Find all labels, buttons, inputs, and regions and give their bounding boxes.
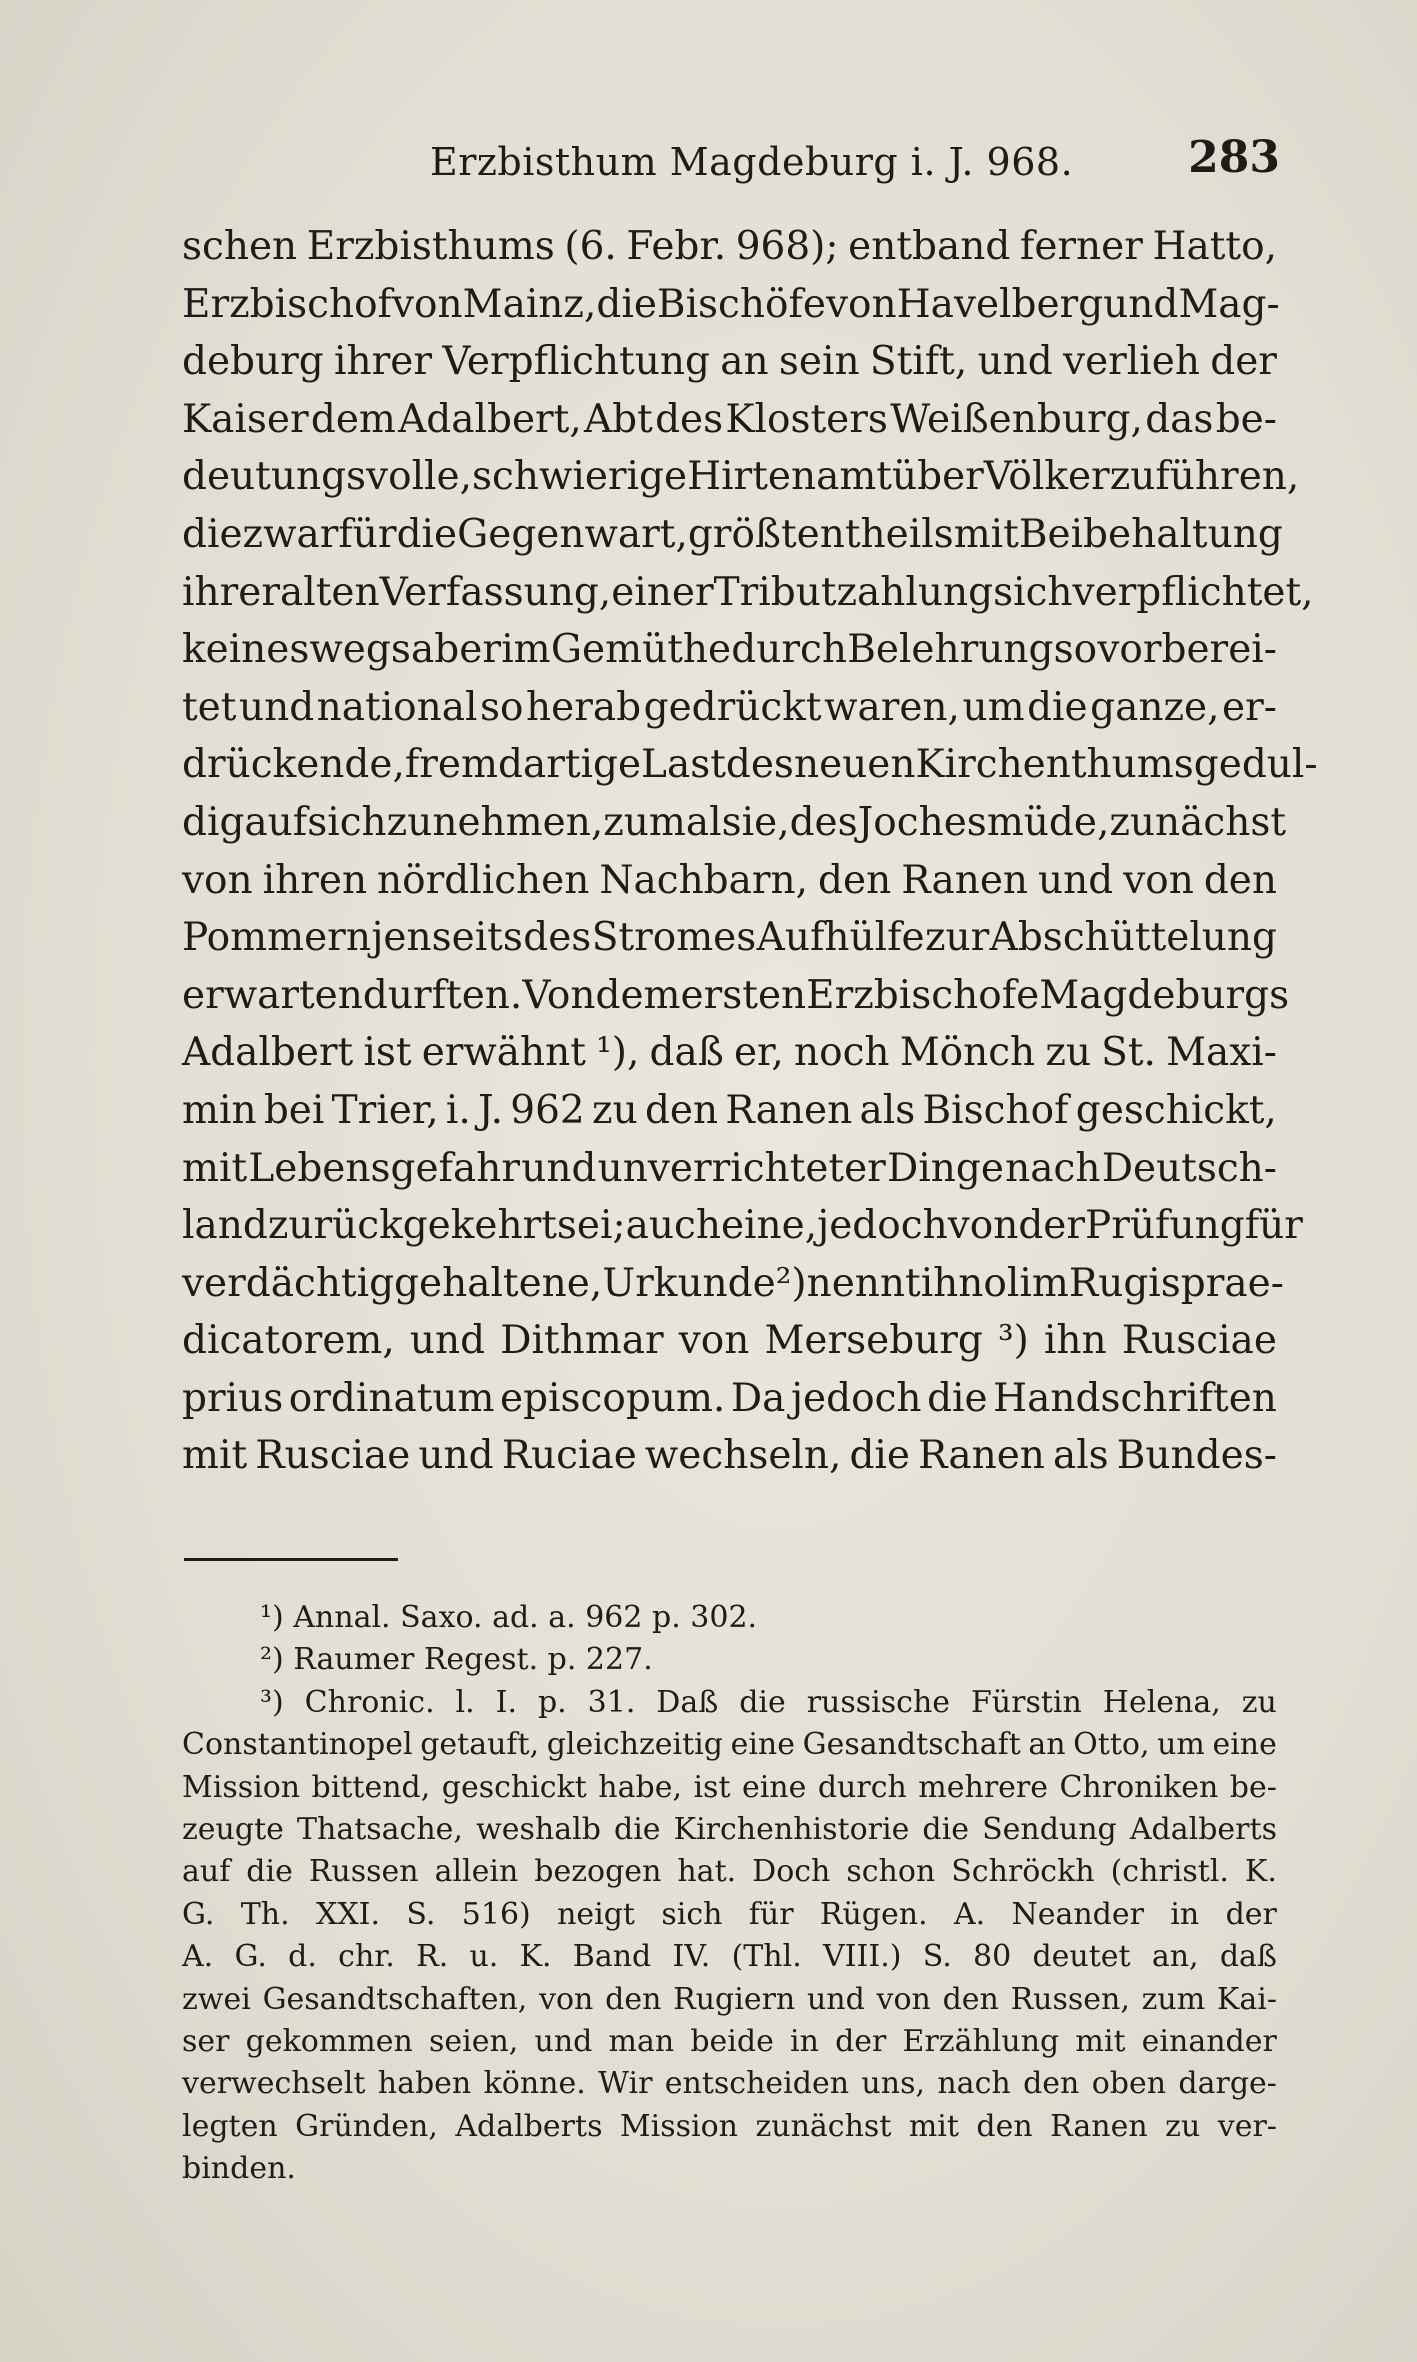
footnote-line: legten Gründen, Adalberts Mission zunächst mit den Ranen zu ver-	[182, 2108, 1277, 2144]
text-line: mit Rusciae und Ruciae wechseln, die Ranen als Bundes-	[182, 1433, 1277, 1479]
footnote-1: ¹) Annal. Saxo. ad. a. 962 p. 302.	[260, 1600, 758, 1635]
text-line: deutungsvolle, schwierige Hirtenamt über Völker zu führen,	[182, 454, 1300, 500]
text-line: Erzbischof von Mainz, die Bischöfe von Havelberg und Mag-	[182, 281, 1280, 327]
text-line: ihrer alten Verfassung, einer Tributzahlung sich verpflichtet,	[182, 569, 1314, 615]
footnote-line: auf die Russen allein bezogen hat. Doch schon Schröckh (christl. K.	[182, 1854, 1277, 1890]
text-line: die zwar für die Gegenwart, größtentheils mit Beibehaltung	[182, 511, 1283, 557]
text-line: von ihren nördlichen Nachbarn, den Ranen und von den	[182, 857, 1277, 903]
footnote-line: zeugte Thatsache, weshalb die Kirchenhistorie die Sendung Adalberts	[182, 1811, 1277, 1847]
text-line: Adalbert ist erwähnt ¹), daß er, noch Mönch zu St. Maxi-	[182, 1030, 1277, 1076]
text-line: dig auf sich zu nehmen, zumal sie, des Joches müde, zunächst	[182, 799, 1287, 845]
footnote-line: G. Th. XXI. S. 516) neigt sich für Rügen. A. Neander in der	[182, 1896, 1277, 1932]
text-line: drückende, fremdartige Last des neuen Kirchenthums gedul-	[182, 742, 1318, 788]
text-line: erwarten durften. Von dem ersten Erzbischofe Magdeburgs	[182, 972, 1290, 1018]
main-text	[182, 218, 1318, 1485]
text-line: verdächtig gehaltene, Urkunde ²) nennt ihn olim Rugis prae-	[182, 1260, 1284, 1306]
text-line: Kaiser dem Adalbert, Abt des Klosters Weißenburg, das be-	[182, 396, 1277, 442]
footnote-line: zwei Gesandtschaften, von den Rugiern und von den Russen, zum Kai-	[182, 1981, 1277, 2017]
running-title: Erzbisthum Magdeburg i. J. 968.	[430, 140, 1074, 184]
text-line: dicatorem, und Dithmar von Merseburg ³) ihn Rusciae	[182, 1318, 1277, 1364]
footnote-line: ser gekommen seien, und man beide in der Erzählung mit einander	[182, 2023, 1277, 2059]
text-line: prius ordinatum episcopum. Da jedoch die Handschriften	[182, 1375, 1277, 1421]
text-line: land zurückgekehrt sei; auch eine, jedoch von der Prüfung für	[182, 1203, 1303, 1249]
page-number: 283	[1188, 132, 1280, 183]
footnotes	[182, 1597, 1277, 2190]
text-line: deburg ihrer Verpflichtung an sein Stift, und verlieh der	[182, 339, 1277, 385]
text-line: tet und national so herab gedrückt waren, um die ganze, er-	[182, 684, 1277, 730]
footnote-line: binden.	[182, 2151, 296, 2187]
text-line: schen Erzbisthums (6. Febr. 968); entband ferner Hatto,	[182, 224, 1277, 269]
text-line: mit Lebensgefahr und unverrichteter Dinge nach Deutsch-	[182, 1145, 1277, 1191]
page-header	[180, 132, 1280, 192]
text-line: keineswegs aber im Gemüthe durch Belehrung so vorberei-	[182, 627, 1277, 673]
footnote-line: A. G. d. chr. R. u. K. Band IV. (Thl. VIII.) S. 80 deutet an, daß	[182, 1939, 1277, 1975]
text-line: min bei Trier, i. J. 962 zu den Ranen als Bischof geschickt,	[182, 1087, 1277, 1133]
footnote-2: ²) Raumer Regest. p. 227.	[260, 1642, 653, 1678]
footnote-3: ³) Chronic. l. I. p. 31. Daß die russische Fürstin Helena, zu	[260, 1684, 1277, 1720]
footnote-line: verwechselt haben könne. Wir entscheiden uns, nach den oben darge-	[182, 2066, 1277, 2102]
footnote-line: Constantinopel getauft, gleichzeitig eine Gesandtschaft an Otto, um eine	[182, 1727, 1277, 1763]
footnote-rule	[184, 1558, 398, 1561]
footnote-line: Mission bittend, geschickt habe, ist eine durch mehrere Chroniken be-	[182, 1769, 1277, 1805]
text-line: Pommern jenseits des Stromes Aufhülfe zur Abschüttelung	[182, 915, 1277, 961]
